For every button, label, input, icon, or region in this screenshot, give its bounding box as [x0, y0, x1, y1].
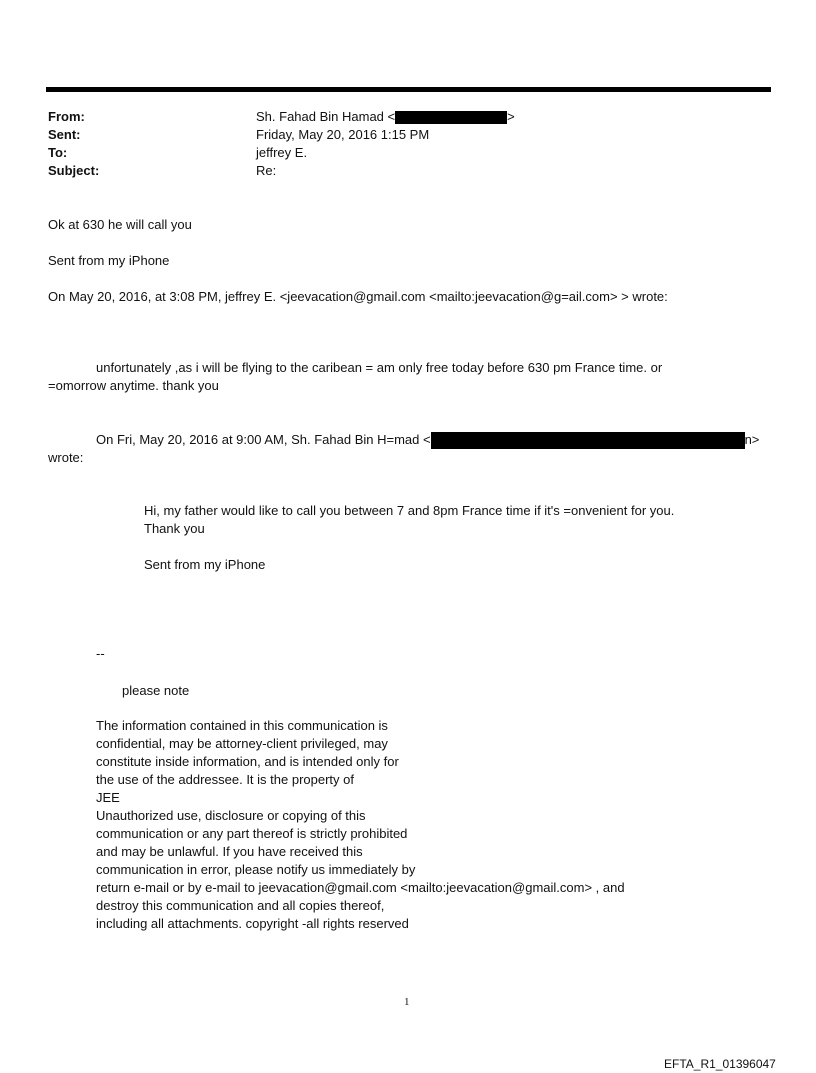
disclaimer-line: destroy this communication and all copies thereof, — [96, 898, 385, 913]
please-note: please note — [122, 683, 190, 698]
quote2-intro-start: On Fri, May 20, 2016 at 9:00 AM, Sh. Fahad Bin H=mad < — [96, 432, 431, 447]
from-label: From: — [48, 109, 85, 124]
redaction-bar — [431, 432, 745, 449]
sent-label: Sent: — [48, 127, 81, 142]
disclaimer-line: return e-mail or by e-mail to jeevacation@gmail.com <mailto:jeevacation@gmail.com> , and — [96, 880, 625, 895]
reply-signature: Sent from my iPhone — [48, 253, 170, 268]
quote2-signature: Sent from my iPhone — [144, 557, 266, 572]
disclaimer-line: the use of the addressee. It is the property of — [96, 772, 354, 787]
disclaimer-line: constitute inside information, and is intended only for — [96, 754, 399, 769]
page-number: 1 — [404, 996, 410, 1008]
quote1-line1: unfortunately ,as i will be flying to the caribean = am only free today before 630 pm France time. or — [96, 360, 663, 375]
quote2-intro-end: n> — [744, 432, 760, 447]
signature-dashes: -- — [96, 646, 105, 661]
disclaimer-line: communication in error, please notify us immediately by — [96, 862, 416, 877]
from-value — [256, 109, 515, 124]
disclaimer-line: and may be unlawful. If you have received this — [96, 844, 363, 859]
disclaimer-line: JEE — [96, 790, 120, 805]
from-name: Sh. Fahad Bin Hamad < — [256, 109, 396, 124]
quote1-line2: =omorrow anytime. thank you — [48, 378, 219, 393]
quote2-intro — [96, 432, 759, 449]
sent-value: Friday, May 20, 2016 1:15 PM — [256, 127, 430, 142]
header-divider — [46, 87, 771, 92]
quote2-wrote: wrote: — [48, 450, 84, 465]
quote2-line1: Hi, my father would like to call you between 7 and 8pm France time if it's =onvenient for you. — [144, 503, 675, 518]
subject-value: Re: — [256, 163, 277, 178]
subject-label: Subject: — [48, 163, 100, 178]
to-label: To: — [48, 145, 68, 160]
disclaimer-line: Unauthorized use, disclosure or copying of this — [96, 808, 366, 823]
to-value: jeffrey E. — [256, 145, 308, 160]
reply-text: Ok at 630 he will call you — [48, 217, 192, 232]
disclaimer-line: including all attachments. copyright -all rights reserved — [96, 916, 409, 931]
quote1-intro: On May 20, 2016, at 3:08 PM, jeffrey E. <jeevacation@gmail.com <mailto:jeevacation@g=ail.com> > wrote: — [48, 289, 668, 304]
disclaimer-line: The information contained in this communication is — [96, 718, 388, 733]
redaction-bar — [395, 111, 507, 124]
disclaimer-line: confidential, may be attorney-client privileged, may — [96, 736, 388, 751]
document-id: EFTA_R1_01396047 — [664, 1057, 776, 1071]
quote2-line2: Thank you — [144, 521, 205, 536]
from-end: > — [507, 109, 515, 124]
disclaimer-line: communication or any part thereof is strictly prohibited — [96, 826, 408, 841]
